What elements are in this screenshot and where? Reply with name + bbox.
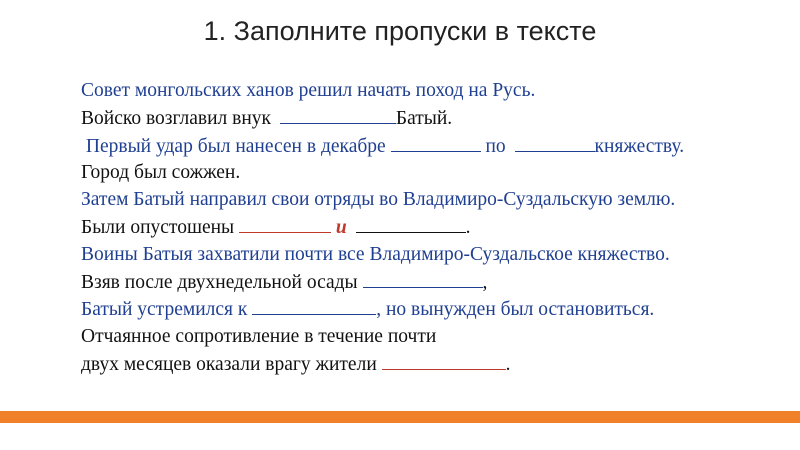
- text-line-4: [81, 160, 796, 187]
- text-segment: двух месяцев оказали врагу жители: [81, 353, 382, 375]
- orange-accent-bar: [0, 411, 800, 423]
- text-line-1: [81, 78, 796, 105]
- answer-blank[interactable]: [363, 269, 483, 288]
- text-segment: Были опустошены: [81, 216, 240, 238]
- text-line-3: [81, 133, 796, 161]
- text-segment: Первый удар был нанесен в декабре: [81, 135, 391, 157]
- answer-blank[interactable]: [356, 214, 466, 233]
- text-line-9: [81, 296, 796, 324]
- text-segment: Воины Батыя захватили почти все Владимиро-Суздальское княжество.: [81, 243, 670, 265]
- answer-blank[interactable]: [382, 351, 506, 370]
- exercise-text: [81, 78, 796, 379]
- footer-strip: [0, 423, 800, 450]
- text-line-6: [81, 214, 796, 242]
- text-line-2: [81, 105, 796, 133]
- text-segment: , но вынужден был остановиться.: [376, 299, 655, 321]
- text-segment: .: [505, 353, 511, 375]
- text-segment: Батый устремился к: [81, 299, 253, 321]
- text-segment: Взяв после двухнедельной осады: [81, 271, 363, 293]
- text-line-7: [81, 242, 796, 269]
- answer-blank[interactable]: [280, 105, 396, 124]
- text-segment: Батый.: [395, 107, 453, 129]
- text-segment: Совет монгольских ханов решил начать поход на Русь.: [81, 80, 536, 101]
- text-segment: по: [480, 135, 511, 157]
- text-segment: Город был сожжен.: [81, 162, 241, 184]
- text-line-5: [81, 187, 796, 214]
- answer-blank[interactable]: [239, 214, 331, 233]
- text-line-8: [81, 269, 796, 297]
- text-segment: ,: [482, 271, 488, 293]
- answer-blank[interactable]: [252, 296, 376, 315]
- text-segment: Затем Батый направил свои отряды во Владимиро-Суздальскую землю.: [81, 189, 676, 211]
- text-segment: .: [465, 216, 471, 238]
- text-line-11: [81, 351, 796, 379]
- text-line-10: [81, 324, 796, 351]
- text-segment: Войско возглавил внук: [81, 107, 276, 129]
- answer-blank[interactable]: [515, 133, 595, 152]
- conjunction-and: и: [331, 216, 352, 238]
- page-title: 1. Заполните пропуски в тексте: [203, 16, 597, 46]
- answer-blank[interactable]: [391, 133, 481, 152]
- text-segment: княжеству.: [594, 135, 685, 157]
- text-segment: Отчаянное сопротивление в течение почти: [81, 326, 437, 348]
